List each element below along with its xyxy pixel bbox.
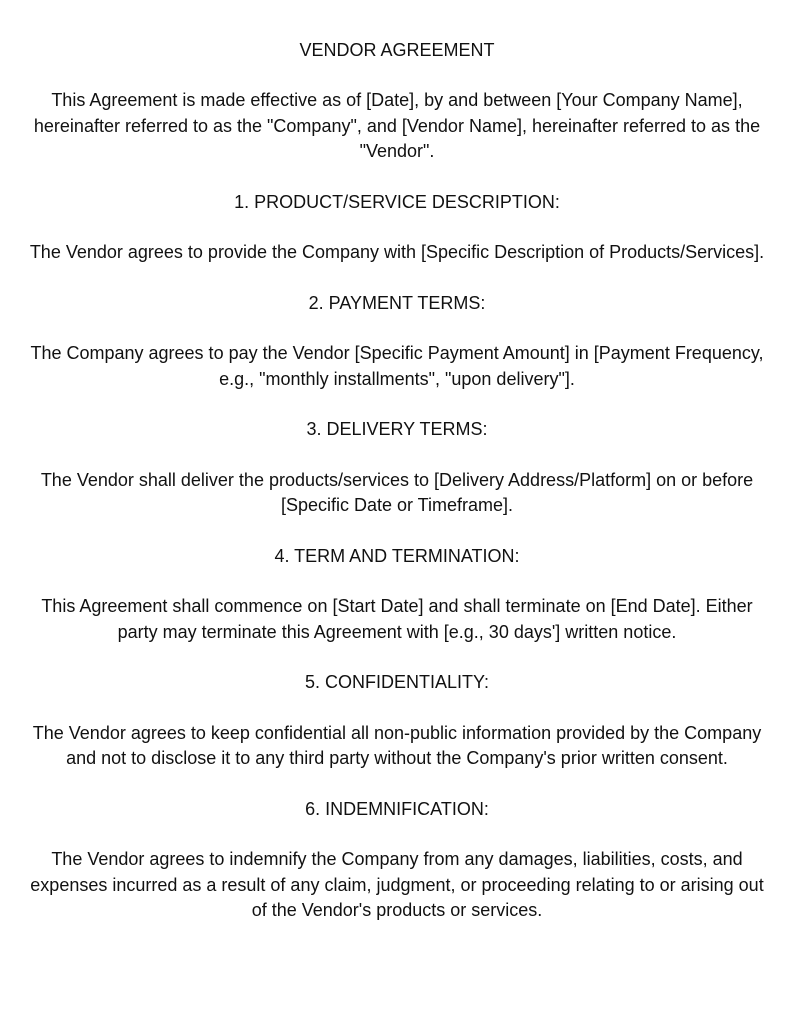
section-body-indemnification: The Vendor agrees to indemnify the Company from any damages, liabilities, costs, and expenses incurred as a result of any claim, judgment, or proceeding relating to or arising out of the Vendor's products or services. bbox=[30, 849, 764, 920]
section-body-payment-terms: The Company agrees to pay the Vendor [Specific Payment Amount] in [Payment Frequency, e.g., "monthly installments", "upon delivery"]. bbox=[30, 343, 764, 389]
section-heading-confidentiality: 5. CONFIDENTIALITY: bbox=[304, 672, 490, 692]
section-heading-delivery-terms: 3. DELIVERY TERMS: bbox=[306, 419, 488, 439]
section-body-delivery-terms: The Vendor shall deliver the products/services to [Delivery Address/Platform] on or before [Specific Date or Timeframe]. bbox=[40, 469, 754, 515]
intro-paragraph: This Agreement is made effective as of [Date], by and between [Your Company Name], hereinafter referred to as the "Company", and [Vendor Name], hereinafter referred to as the "Vendor". bbox=[33, 90, 761, 161]
section-heading-term-termination: 4. TERM AND TERMINATION: bbox=[274, 545, 520, 566]
section-heading-indemnification: 6. INDEMNIFICATION: bbox=[305, 798, 489, 819]
section-heading-product-service: 1. PRODUCT/SERVICE DESCRIPTION: bbox=[234, 191, 560, 212]
document-title: VENDOR AGREEMENT bbox=[299, 40, 495, 60]
section-body-confidentiality: The Vendor agrees to keep confidential all non-public information provided by the Company and not to disclose it to any third party without the Company's prior written consent. bbox=[32, 722, 762, 768]
section-body-term-termination: This Agreement shall commence on [Start Date] and shall terminate on [End Date]. Either party may terminate this Agreement with [e.g., 30 days'] written notice. bbox=[41, 596, 753, 642]
section-heading-payment-terms: 2. PAYMENT TERMS: bbox=[308, 292, 486, 313]
section-body-product-service: The Vendor agrees to provide the Company with [Specific Description of Products/Services]. bbox=[29, 242, 765, 262]
